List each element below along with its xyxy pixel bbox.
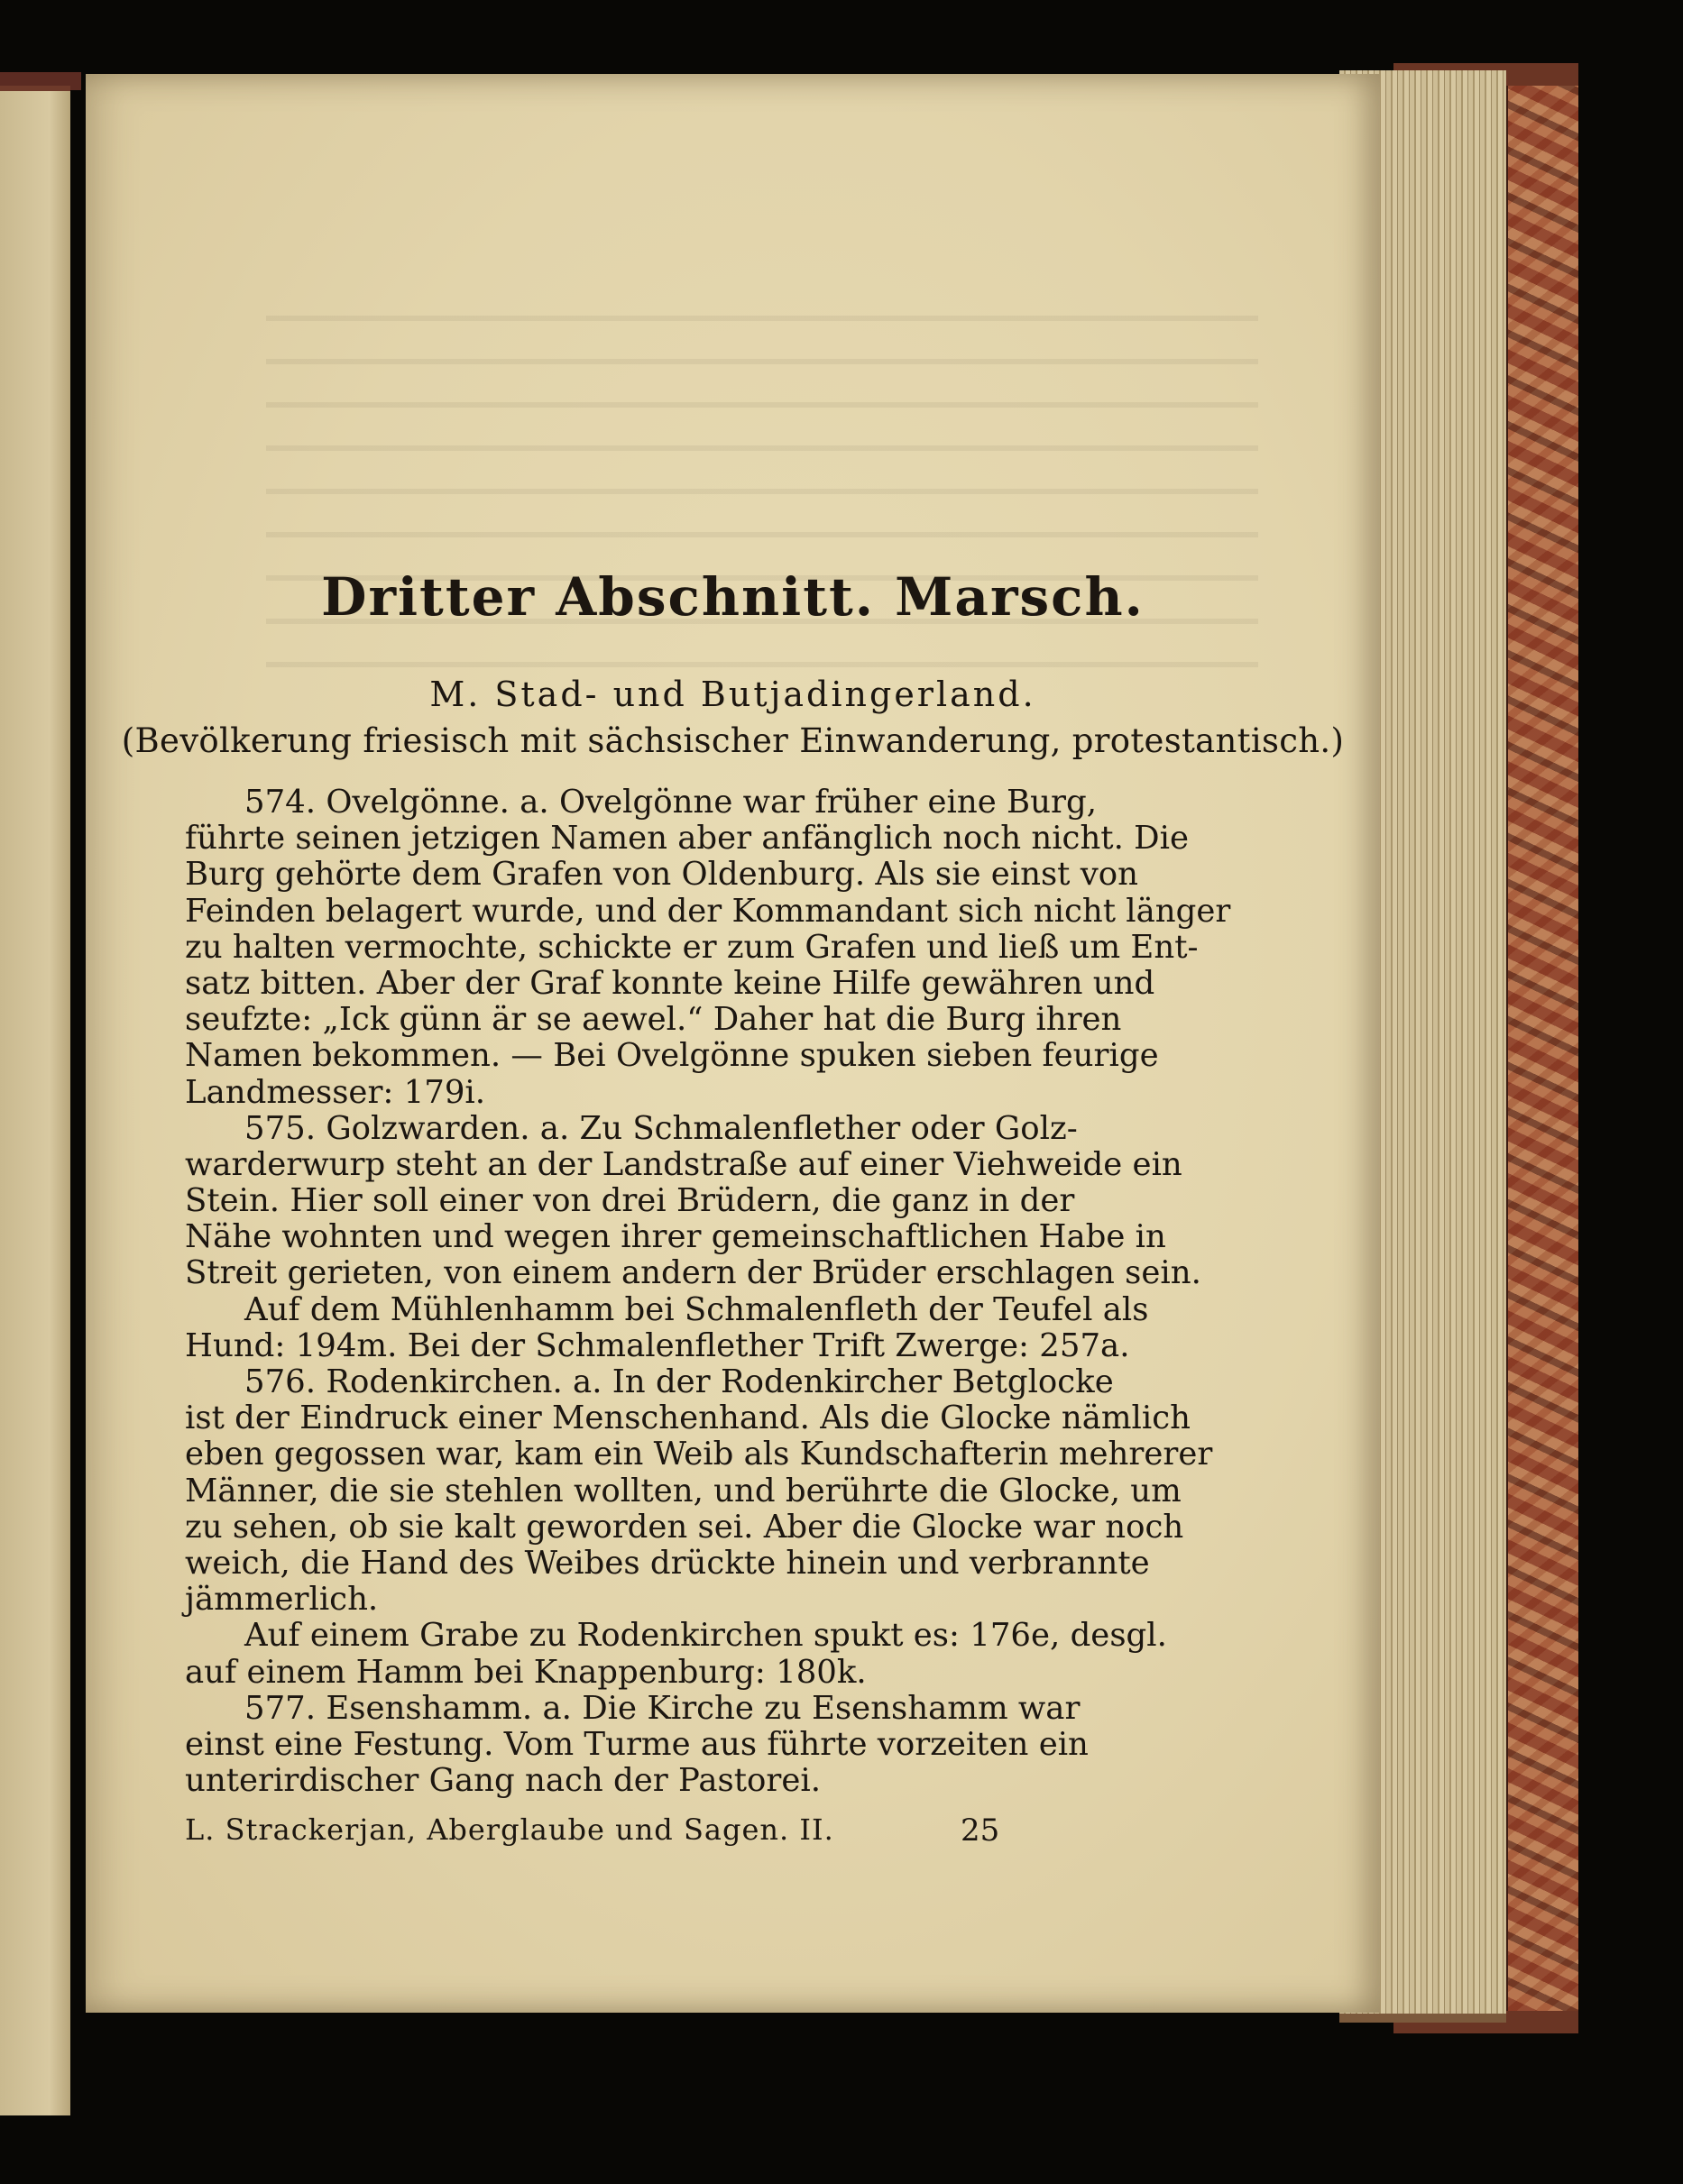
text-line: warderwurp steht an der Landstraße auf einer Viehweide ein xyxy=(185,1145,1182,1183)
marbled-edge xyxy=(1504,86,1578,2011)
bleed-through-text xyxy=(266,290,1258,705)
text-line: seufzte: „Ick günn är se aewel.“ Daher hat die Burg ihren xyxy=(185,1001,1122,1039)
text-line: 575. Golzwarden. a. Zu Schmalenflether oder Golz- xyxy=(244,1109,1078,1147)
text-line: zu halten vermochte, schickte er zum Grafen und ließ um Ent- xyxy=(185,928,1199,966)
text-line: 574. Ovelgönne. a. Ovelgönne war früher eine Burg, xyxy=(244,784,1097,821)
text-line: einst eine Festung. Vom Turme aus führte vorzeiten ein xyxy=(185,1725,1089,1763)
text-line: Nähe wohnten und wegen ihrer gemeinschaftlichen Habe in xyxy=(185,1218,1166,1256)
left-page-edge xyxy=(0,86,70,2115)
text-line: Landmesser: 179i. xyxy=(185,1073,486,1111)
section-subtitle: (Bevölkerung friesisch mit sächsischer Einwanderung, protestantisch.) xyxy=(121,721,1345,760)
page-number: 25 xyxy=(961,1812,1000,1849)
text-line: führte seinen jetzigen Namen aber anfänglich noch nicht. Die xyxy=(185,820,1189,858)
text-line: satz bitten. Aber der Graf konnte keine Hilfe gewähren und xyxy=(185,964,1155,1002)
text-line: weich, die Hand des Weibes drückte hinein und verbrannte xyxy=(185,1544,1150,1582)
text-line: jämmerlich. xyxy=(185,1581,379,1619)
text-line: Hund: 194m. Bei der Schmalenflether Trift Zwerge: 257a. xyxy=(185,1326,1130,1364)
text-line: ist der Eindruck einer Menschenhand. Als die Glocke nämlich xyxy=(185,1399,1191,1437)
text-line: eben gegossen war, kam ein Weib als Kundschafterin mehrerer xyxy=(185,1436,1213,1473)
text-line: Streit gerieten, von einem andern der Brüder erschlagen sein. xyxy=(185,1254,1201,1292)
text-line: Namen bekommen. — Bei Ovelgönne spuken sieben feurige xyxy=(185,1037,1159,1075)
section-title: M. Stad- und Butjadingerland. xyxy=(429,674,1036,714)
chapter-heading: Dritter Abschnitt. Marsch. xyxy=(321,566,1145,628)
page-footer xyxy=(185,1812,1105,1852)
text-line: Feinden belagert wurde, und der Kommandant sich nicht länger xyxy=(185,892,1231,930)
body-text xyxy=(185,784,1231,1800)
text-line: Stein. Hier soll einer von drei Brüdern, die ganz in der xyxy=(185,1182,1075,1220)
text-line: unterirdischer Gang nach der Pastorei. xyxy=(185,1762,821,1800)
text-line: auf einem Hamm bei Knappenburg: 180k. xyxy=(185,1653,867,1691)
text-line: Männer, die sie stehlen wollten, und berührte die Glocke, um xyxy=(185,1472,1182,1510)
text-line: Auf einem Grabe zu Rodenkirchen spukt es: 176e, desgl. xyxy=(244,1617,1167,1655)
text-line: zu sehen, ob sie kalt geworden sei. Aber die Glocke war noch xyxy=(185,1508,1184,1546)
text-line: 576. Rodenkirchen. a. In der Rodenkircher Betglocke xyxy=(244,1363,1114,1400)
footer-reference: L. Strackerjan, Aberglaube und Sagen. II. xyxy=(185,1812,834,1847)
text-line: Auf dem Mühlenhamm bei Schmalenfleth der Teufel als xyxy=(244,1290,1149,1328)
text-line: Burg gehörte dem Grafen von Oldenburg. Als sie einst von xyxy=(185,856,1139,894)
text-line: 577. Esenshamm. a. Die Kirche zu Esenshamm war xyxy=(244,1689,1081,1727)
